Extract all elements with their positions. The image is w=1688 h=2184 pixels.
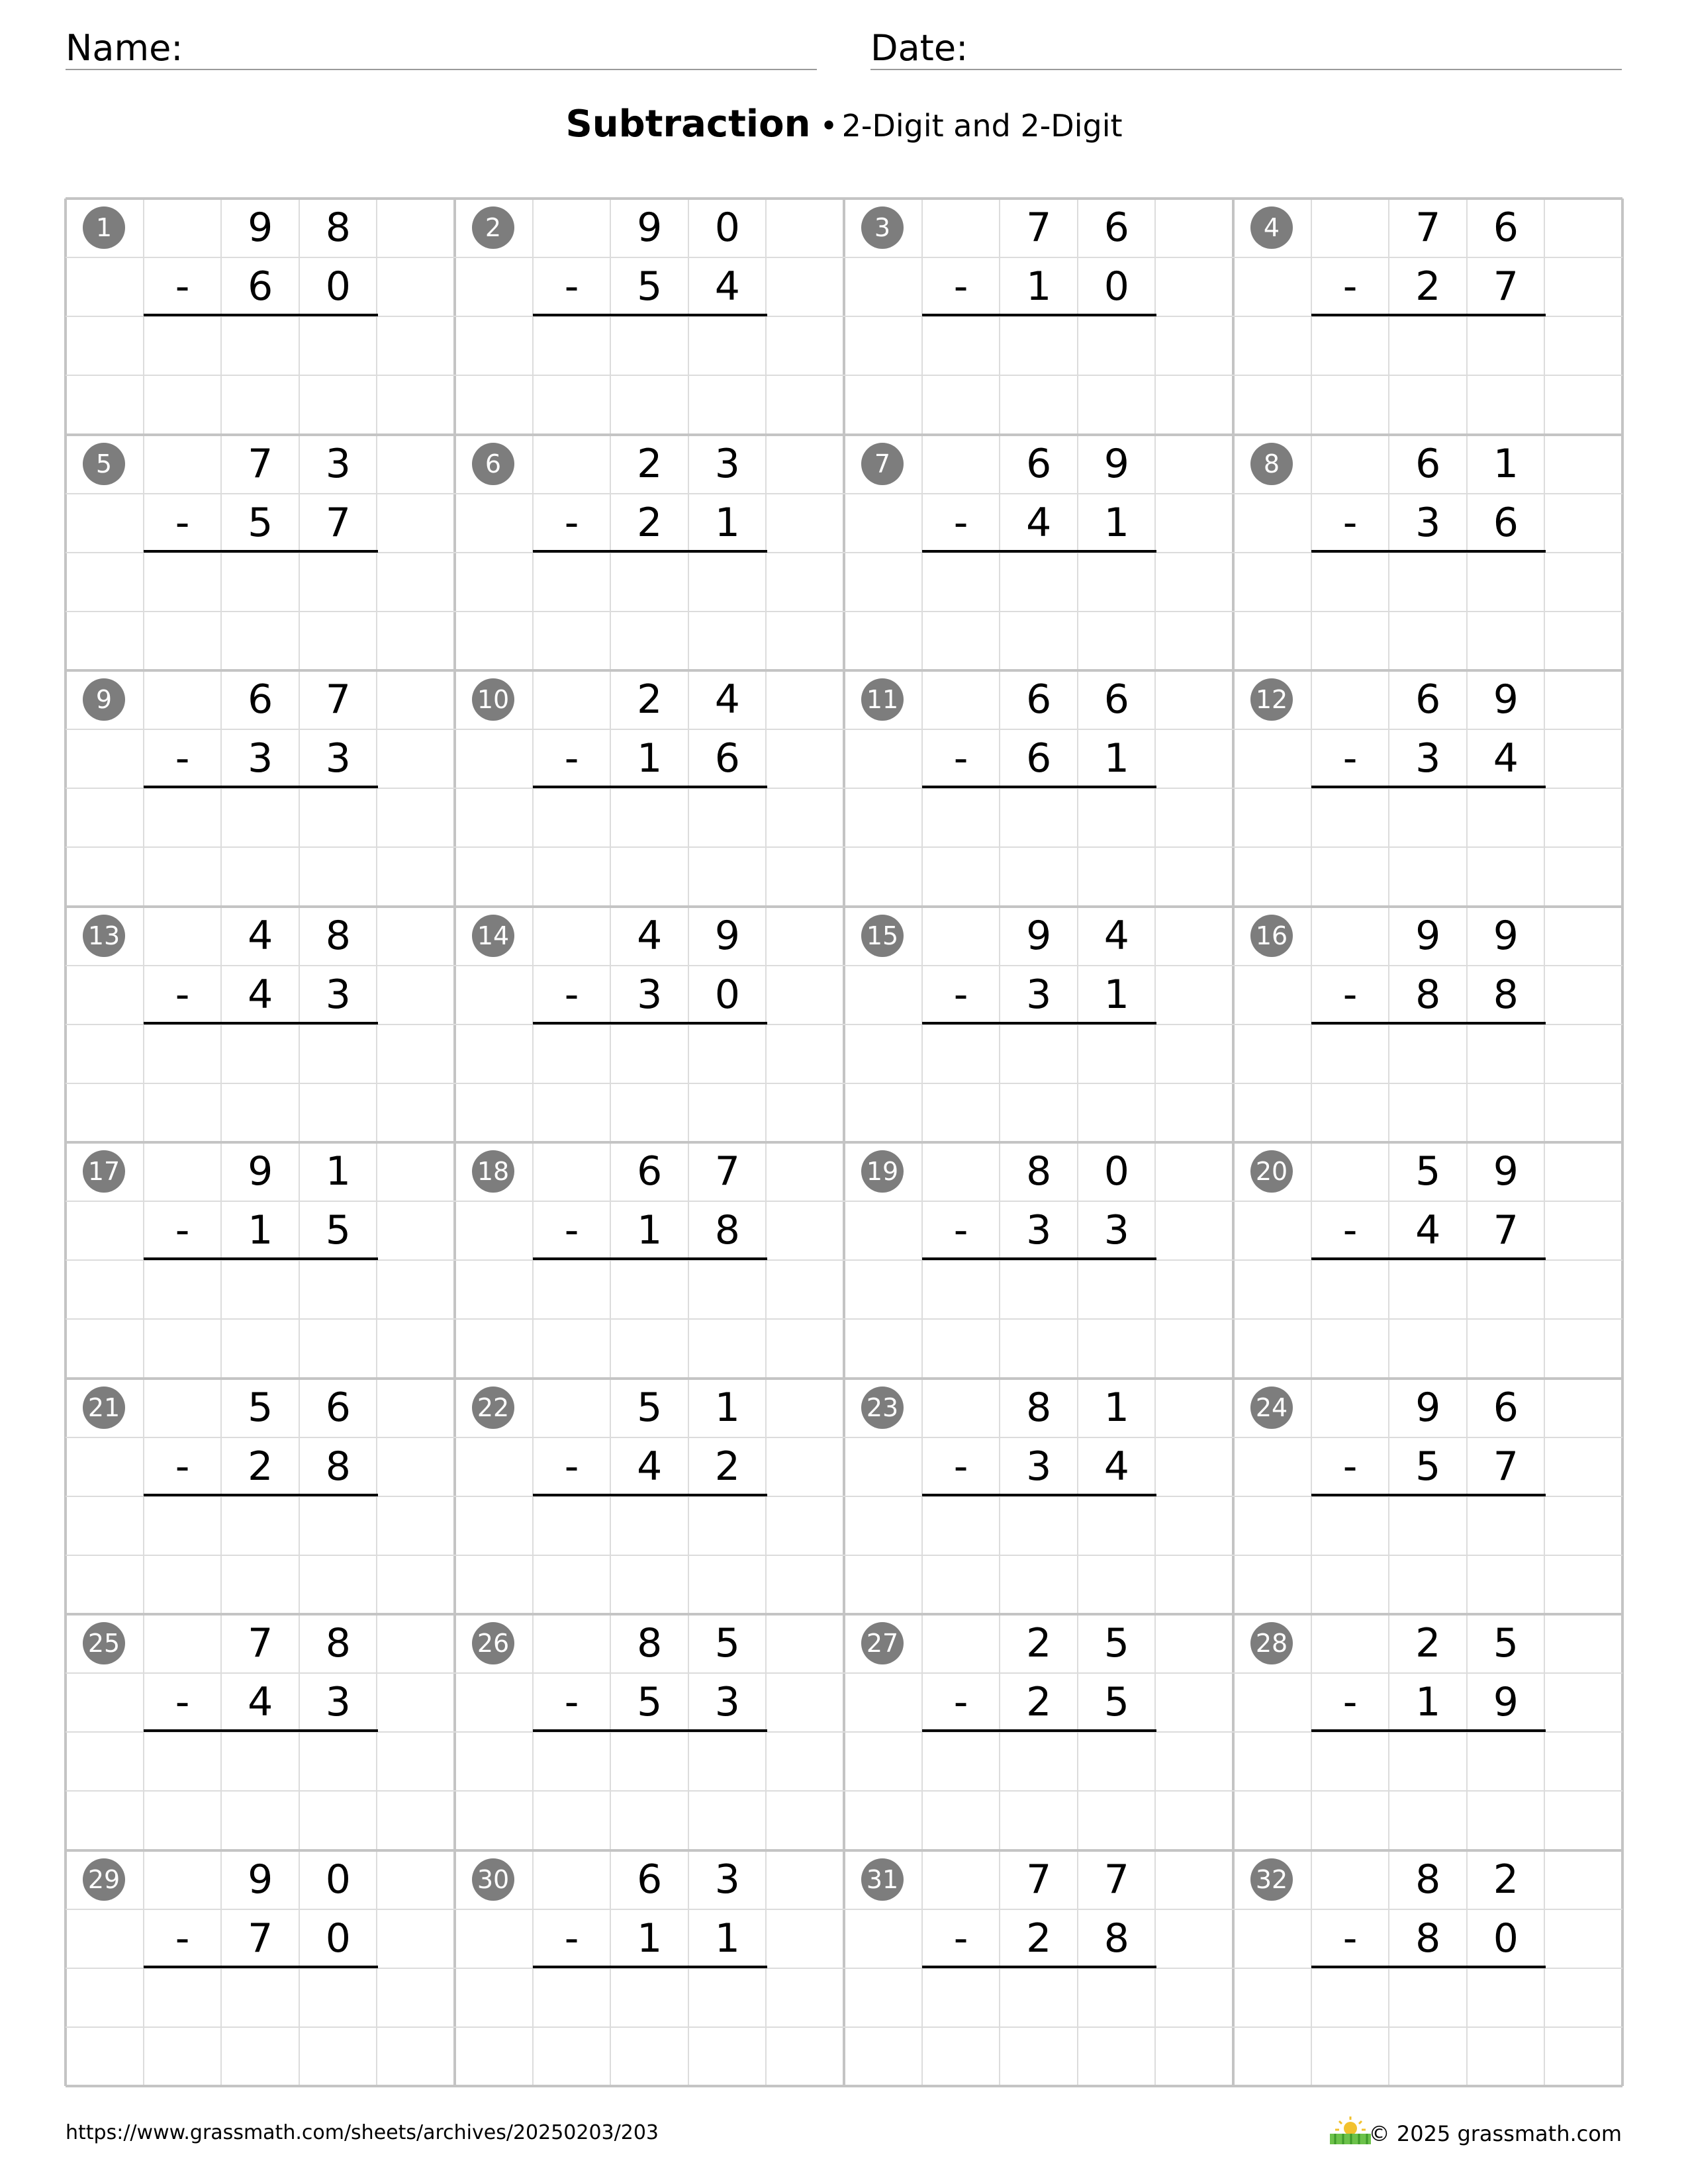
problem bbox=[1233, 670, 1622, 906]
answer-area[interactable] bbox=[922, 1260, 1156, 1319]
problem bbox=[455, 1850, 844, 2086]
problem-number-badge: 8 bbox=[1250, 443, 1293, 485]
subtrahend-tens-digit: 2 bbox=[1026, 1679, 1052, 1726]
answer-area[interactable] bbox=[144, 1732, 377, 1791]
problem-number-badge: 29 bbox=[83, 1858, 125, 1901]
minus-sign: - bbox=[564, 971, 579, 1018]
problem bbox=[66, 1379, 455, 1614]
minuend-ones-digit: 7 bbox=[325, 676, 351, 723]
subtrahend-tens-digit: 6 bbox=[248, 263, 273, 310]
minuend-tens-digit: 6 bbox=[248, 676, 273, 723]
problem-number-badge: 15 bbox=[861, 915, 904, 957]
minuend-tens-digit: 8 bbox=[1026, 1384, 1052, 1431]
minuend-tens-digit: 9 bbox=[248, 1856, 273, 1903]
minuend-ones-digit: 3 bbox=[325, 440, 351, 487]
minuend-ones-digit: 6 bbox=[1493, 1384, 1519, 1431]
problem bbox=[1233, 1379, 1622, 1614]
minus-sign: - bbox=[1342, 499, 1358, 546]
minuend-ones-digit: 8 bbox=[325, 205, 351, 251]
subtrahend-tens-digit: 5 bbox=[637, 263, 663, 310]
answer-area[interactable] bbox=[1311, 1732, 1545, 1791]
minuend-tens-digit: 6 bbox=[637, 1856, 663, 1903]
subtrahend-ones-digit: 4 bbox=[714, 263, 740, 310]
date-field[interactable] bbox=[870, 26, 1622, 70]
answer-area[interactable] bbox=[533, 1732, 767, 1791]
problem bbox=[66, 1614, 455, 1850]
subtrahend-ones-digit: 1 bbox=[1103, 499, 1129, 546]
minuend-ones-digit: 9 bbox=[1493, 912, 1519, 959]
problem-number-badge: 1 bbox=[83, 206, 125, 249]
minuend-tens-digit: 9 bbox=[248, 1148, 273, 1195]
subtrahend-tens-digit: 2 bbox=[248, 1443, 273, 1490]
problem bbox=[66, 199, 455, 434]
minuend-ones-digit: 1 bbox=[714, 1384, 740, 1431]
problem-number-badge: 16 bbox=[1250, 915, 1293, 957]
minuend-tens-digit: 2 bbox=[637, 440, 663, 487]
problem bbox=[844, 1142, 1233, 1378]
title-main: Subtraction bbox=[565, 103, 811, 146]
subtrahend-ones-digit: 7 bbox=[1493, 1207, 1519, 1254]
problem-number-badge: 2 bbox=[472, 206, 514, 249]
title-separator: • bbox=[820, 108, 838, 144]
answer-area[interactable] bbox=[144, 1260, 377, 1319]
minuend-ones-digit: 7 bbox=[1103, 1856, 1129, 1903]
minus-sign: - bbox=[953, 971, 968, 1018]
subtrahend-tens-digit: 5 bbox=[248, 499, 273, 546]
subtrahend-ones-digit: 0 bbox=[325, 1915, 351, 1962]
minuend-ones-digit: 3 bbox=[714, 440, 740, 487]
minuend-tens-digit: 2 bbox=[637, 676, 663, 723]
problem bbox=[66, 1850, 455, 2086]
problem-number-badge: 32 bbox=[1250, 1858, 1293, 1901]
answer-area[interactable] bbox=[533, 316, 767, 375]
subtrahend-ones-digit: 3 bbox=[714, 1679, 740, 1726]
subtrahend-tens-digit: 8 bbox=[1415, 1915, 1441, 1962]
subtrahend-ones-digit: 0 bbox=[1103, 263, 1129, 310]
answer-area[interactable] bbox=[144, 553, 377, 612]
subtrahend-ones-digit: 8 bbox=[1103, 1915, 1129, 1962]
title-subtitle: 2-Digit and 2-Digit bbox=[841, 108, 1123, 144]
minuend-ones-digit: 9 bbox=[1493, 676, 1519, 723]
minus-sign: - bbox=[564, 1679, 579, 1726]
subtrahend-ones-digit: 3 bbox=[325, 1679, 351, 1726]
problem-number-badge: 18 bbox=[472, 1150, 514, 1193]
subtrahend-ones-digit: 4 bbox=[1493, 735, 1519, 782]
minuend-tens-digit: 6 bbox=[1026, 676, 1052, 723]
minuend-ones-digit: 8 bbox=[325, 1620, 351, 1666]
minus-sign: - bbox=[953, 735, 968, 782]
subtrahend-ones-digit: 7 bbox=[325, 499, 351, 546]
problem-number-badge: 20 bbox=[1250, 1150, 1293, 1193]
minuend-ones-digit: 0 bbox=[1103, 1148, 1129, 1195]
name-label: Name: bbox=[66, 27, 183, 69]
problem bbox=[844, 907, 1233, 1142]
subtrahend-ones-digit: 8 bbox=[714, 1207, 740, 1254]
minuend-ones-digit: 6 bbox=[1103, 676, 1129, 723]
problem-number-badge: 22 bbox=[472, 1387, 514, 1429]
answer-area[interactable] bbox=[922, 1968, 1156, 2027]
minus-sign: - bbox=[564, 1443, 579, 1490]
subtrahend-tens-digit: 1 bbox=[637, 1207, 663, 1254]
subtrahend-ones-digit: 4 bbox=[1103, 1443, 1129, 1490]
subtrahend-ones-digit: 6 bbox=[1493, 499, 1519, 546]
problem bbox=[66, 435, 455, 670]
problem-number-badge: 13 bbox=[83, 915, 125, 957]
subtrahend-ones-digit: 3 bbox=[1103, 1207, 1129, 1254]
minus-sign: - bbox=[953, 1443, 968, 1490]
subtrahend-tens-digit: 2 bbox=[637, 499, 663, 546]
problem bbox=[844, 1379, 1233, 1614]
subtrahend-ones-digit: 1 bbox=[1103, 735, 1129, 782]
subtrahend-ones-digit: 3 bbox=[325, 735, 351, 782]
minus-sign: - bbox=[953, 263, 968, 310]
subtrahend-tens-digit: 1 bbox=[1026, 263, 1052, 310]
subtrahend-ones-digit: 0 bbox=[714, 971, 740, 1018]
minuend-tens-digit: 2 bbox=[1415, 1620, 1441, 1666]
answer-area[interactable] bbox=[1311, 316, 1545, 375]
answer-area[interactable] bbox=[922, 316, 1156, 375]
minuend-tens-digit: 6 bbox=[1415, 440, 1441, 487]
minuend-tens-digit: 7 bbox=[1415, 205, 1441, 251]
subtrahend-ones-digit: 8 bbox=[1493, 971, 1519, 1018]
problem bbox=[455, 907, 844, 1142]
minuend-ones-digit: 2 bbox=[1493, 1856, 1519, 1903]
answer-area[interactable] bbox=[922, 553, 1156, 612]
problem bbox=[1233, 435, 1622, 670]
minus-sign: - bbox=[175, 263, 190, 310]
minus-sign: - bbox=[175, 1679, 190, 1726]
problem-number-badge: 10 bbox=[472, 678, 514, 721]
answer-area[interactable] bbox=[922, 1024, 1156, 1083]
problem bbox=[455, 1614, 844, 1850]
problem-number-badge: 4 bbox=[1250, 206, 1293, 249]
minuend-ones-digit: 9 bbox=[1493, 1148, 1519, 1195]
answer-area[interactable] bbox=[144, 1496, 377, 1555]
minuend-tens-digit: 7 bbox=[1026, 205, 1052, 251]
minuend-ones-digit: 6 bbox=[1493, 205, 1519, 251]
problem-number-badge: 14 bbox=[472, 915, 514, 957]
problem-number-badge: 27 bbox=[861, 1622, 904, 1664]
answer-area[interactable] bbox=[533, 788, 767, 847]
subtrahend-tens-digit: 5 bbox=[637, 1679, 663, 1726]
name-field[interactable] bbox=[66, 26, 817, 70]
subtrahend-tens-digit: 3 bbox=[637, 971, 663, 1018]
subtrahend-tens-digit: 1 bbox=[1415, 1679, 1441, 1726]
subtrahend-ones-digit: 7 bbox=[1493, 1443, 1519, 1490]
answer-area[interactable] bbox=[533, 1968, 767, 2027]
minuend-tens-digit: 4 bbox=[248, 912, 273, 959]
minuend-tens-digit: 9 bbox=[1415, 1384, 1441, 1431]
problem bbox=[455, 670, 844, 906]
subtrahend-tens-digit: 2 bbox=[1415, 263, 1441, 310]
problem-number-badge: 7 bbox=[861, 443, 904, 485]
problem bbox=[1233, 199, 1622, 434]
problem bbox=[455, 435, 844, 670]
minus-sign: - bbox=[1342, 735, 1358, 782]
minuend-ones-digit: 0 bbox=[325, 1856, 351, 1903]
subtrahend-ones-digit: 3 bbox=[325, 971, 351, 1018]
minus-sign: - bbox=[175, 971, 190, 1018]
subtrahend-tens-digit: 1 bbox=[637, 1915, 663, 1962]
subtrahend-tens-digit: 4 bbox=[248, 1679, 273, 1726]
subtrahend-tens-digit: 3 bbox=[1026, 1443, 1052, 1490]
minus-sign: - bbox=[564, 1207, 579, 1254]
problem bbox=[844, 1850, 1233, 2086]
minus-sign: - bbox=[564, 263, 579, 310]
minus-sign: - bbox=[175, 735, 190, 782]
minuend-tens-digit: 8 bbox=[1026, 1148, 1052, 1195]
minuend-ones-digit: 1 bbox=[1493, 440, 1519, 487]
problem bbox=[844, 1614, 1233, 1850]
subtrahend-ones-digit: 1 bbox=[714, 1915, 740, 1962]
answer-area[interactable] bbox=[1311, 1024, 1545, 1083]
problem-number-badge: 23 bbox=[861, 1387, 904, 1429]
problem bbox=[66, 670, 455, 906]
subtrahend-tens-digit: 1 bbox=[248, 1207, 273, 1254]
problem-number-badge: 28 bbox=[1250, 1622, 1293, 1664]
subtrahend-ones-digit: 5 bbox=[1103, 1679, 1129, 1726]
subtrahend-ones-digit: 9 bbox=[1493, 1679, 1519, 1726]
problem-number-badge: 24 bbox=[1250, 1387, 1293, 1429]
minuend-tens-digit: 9 bbox=[1415, 912, 1441, 959]
problem-number-badge: 21 bbox=[83, 1387, 125, 1429]
problem bbox=[66, 907, 455, 1142]
subtrahend-tens-digit: 3 bbox=[1026, 971, 1052, 1018]
minuend-ones-digit: 9 bbox=[1103, 440, 1129, 487]
footer-copyright: © 2025 grassmath.com bbox=[1368, 2121, 1622, 2146]
problem-number-badge: 12 bbox=[1250, 678, 1293, 721]
minus-sign: - bbox=[1342, 1207, 1358, 1254]
answer-area[interactable] bbox=[922, 788, 1156, 847]
subtrahend-tens-digit: 7 bbox=[248, 1915, 273, 1962]
subtrahend-tens-digit: 3 bbox=[1415, 735, 1441, 782]
problem-number-badge: 5 bbox=[83, 443, 125, 485]
minus-sign: - bbox=[953, 1915, 968, 1962]
problem bbox=[1233, 1614, 1622, 1850]
minuend-tens-digit: 4 bbox=[637, 912, 663, 959]
problem-number-badge: 3 bbox=[861, 206, 904, 249]
answer-area[interactable] bbox=[1311, 788, 1545, 847]
subtrahend-tens-digit: 5 bbox=[1415, 1443, 1441, 1490]
minus-sign: - bbox=[1342, 1679, 1358, 1726]
answer-area[interactable] bbox=[533, 1260, 767, 1319]
problem bbox=[1233, 1142, 1622, 1378]
minus-sign: - bbox=[564, 1915, 579, 1962]
subtrahend-tens-digit: 1 bbox=[637, 735, 663, 782]
footer-url: https://www.grassmath.com/sheets/archives/20250203/203 bbox=[66, 2121, 659, 2144]
problem bbox=[66, 1142, 455, 1378]
answer-area[interactable] bbox=[533, 1024, 767, 1083]
minuend-ones-digit: 7 bbox=[714, 1148, 740, 1195]
minuend-ones-digit: 1 bbox=[1103, 1384, 1129, 1431]
subtrahend-ones-digit: 0 bbox=[325, 263, 351, 310]
problem bbox=[1233, 907, 1622, 1142]
minus-sign: - bbox=[1342, 1915, 1358, 1962]
minuend-ones-digit: 6 bbox=[325, 1384, 351, 1431]
minuend-tens-digit: 5 bbox=[1415, 1148, 1441, 1195]
minus-sign: - bbox=[1342, 1443, 1358, 1490]
problem-number-badge: 31 bbox=[861, 1858, 904, 1901]
subtrahend-tens-digit: 3 bbox=[1026, 1207, 1052, 1254]
minus-sign: - bbox=[953, 499, 968, 546]
problem-number-badge: 11 bbox=[861, 678, 904, 721]
minus-sign: - bbox=[175, 499, 190, 546]
minus-sign: - bbox=[953, 1207, 968, 1254]
minuend-ones-digit: 0 bbox=[714, 205, 740, 251]
minuend-ones-digit: 5 bbox=[714, 1620, 740, 1666]
subtrahend-tens-digit: 4 bbox=[248, 971, 273, 1018]
minuend-tens-digit: 6 bbox=[1415, 676, 1441, 723]
problem bbox=[844, 435, 1233, 670]
minuend-ones-digit: 1 bbox=[325, 1148, 351, 1195]
problem-number-badge: 25 bbox=[83, 1622, 125, 1664]
subtrahend-tens-digit: 4 bbox=[1415, 1207, 1441, 1254]
minuend-ones-digit: 5 bbox=[1493, 1620, 1519, 1666]
minuend-ones-digit: 4 bbox=[1103, 912, 1129, 959]
answer-area[interactable] bbox=[144, 316, 377, 375]
problem-number-badge: 17 bbox=[83, 1150, 125, 1193]
subtrahend-ones-digit: 0 bbox=[1493, 1915, 1519, 1962]
date-label: Date: bbox=[870, 27, 968, 69]
answer-area[interactable] bbox=[533, 1496, 767, 1555]
subtrahend-tens-digit: 4 bbox=[637, 1443, 663, 1490]
subtrahend-tens-digit: 3 bbox=[248, 735, 273, 782]
subtrahend-ones-digit: 1 bbox=[714, 499, 740, 546]
minuend-tens-digit: 7 bbox=[1026, 1856, 1052, 1903]
minus-sign: - bbox=[1342, 263, 1358, 310]
grass-sun-logo-icon bbox=[1327, 2115, 1374, 2146]
minus-sign: - bbox=[175, 1915, 190, 1962]
minuend-ones-digit: 4 bbox=[714, 676, 740, 723]
problem-number-badge: 9 bbox=[83, 678, 125, 721]
minuend-tens-digit: 9 bbox=[248, 205, 273, 251]
answer-area[interactable] bbox=[144, 788, 377, 847]
answer-area[interactable] bbox=[533, 553, 767, 612]
minuend-tens-digit: 7 bbox=[248, 1620, 273, 1666]
answer-area[interactable] bbox=[144, 1024, 377, 1083]
minuend-ones-digit: 5 bbox=[1103, 1620, 1129, 1666]
answer-area[interactable] bbox=[922, 1496, 1156, 1555]
minuend-tens-digit: 7 bbox=[248, 440, 273, 487]
subtrahend-ones-digit: 7 bbox=[1493, 263, 1519, 310]
subtrahend-tens-digit: 4 bbox=[1026, 499, 1052, 546]
minuend-tens-digit: 6 bbox=[637, 1148, 663, 1195]
minus-sign: - bbox=[175, 1207, 190, 1254]
minuend-tens-digit: 8 bbox=[1415, 1856, 1441, 1903]
problem-grid bbox=[66, 199, 1622, 2086]
minuend-ones-digit: 9 bbox=[714, 912, 740, 959]
minus-sign: - bbox=[564, 499, 579, 546]
minuend-tens-digit: 6 bbox=[1026, 440, 1052, 487]
minus-sign: - bbox=[175, 1443, 190, 1490]
subtrahend-tens-digit: 8 bbox=[1415, 971, 1441, 1018]
subtrahend-ones-digit: 8 bbox=[325, 1443, 351, 1490]
subtrahend-tens-digit: 3 bbox=[1415, 499, 1441, 546]
answer-area[interactable] bbox=[144, 1968, 377, 2027]
minuend-ones-digit: 8 bbox=[325, 912, 351, 959]
problem-number-badge: 30 bbox=[472, 1858, 514, 1901]
problem bbox=[455, 199, 844, 434]
answer-area[interactable] bbox=[1311, 1496, 1545, 1555]
minuend-tens-digit: 5 bbox=[248, 1384, 273, 1431]
minus-sign: - bbox=[953, 1679, 968, 1726]
problem bbox=[844, 199, 1233, 434]
answer-area[interactable] bbox=[1311, 1260, 1545, 1319]
subtrahend-ones-digit: 5 bbox=[325, 1207, 351, 1254]
minus-sign: - bbox=[564, 735, 579, 782]
answer-area[interactable] bbox=[922, 1732, 1156, 1791]
answer-area[interactable] bbox=[1311, 553, 1545, 612]
worksheet-title bbox=[0, 103, 1688, 146]
subtrahend-ones-digit: 6 bbox=[714, 735, 740, 782]
minuend-tens-digit: 2 bbox=[1026, 1620, 1052, 1666]
problem-number-badge: 6 bbox=[472, 443, 514, 485]
problem bbox=[1233, 1850, 1622, 2086]
minuend-tens-digit: 9 bbox=[637, 205, 663, 251]
answer-area[interactable] bbox=[1311, 1968, 1545, 2027]
minuend-tens-digit: 5 bbox=[637, 1384, 663, 1431]
subtrahend-ones-digit: 2 bbox=[714, 1443, 740, 1490]
problem bbox=[844, 670, 1233, 906]
minus-sign: - bbox=[1342, 971, 1358, 1018]
subtrahend-tens-digit: 6 bbox=[1026, 735, 1052, 782]
problem bbox=[455, 1379, 844, 1614]
subtrahend-ones-digit: 1 bbox=[1103, 971, 1129, 1018]
subtrahend-tens-digit: 2 bbox=[1026, 1915, 1052, 1962]
problem-number-badge: 19 bbox=[861, 1150, 904, 1193]
problem bbox=[455, 1142, 844, 1378]
problem-number-badge: 26 bbox=[472, 1622, 514, 1664]
minuend-tens-digit: 8 bbox=[637, 1620, 663, 1666]
minuend-ones-digit: 6 bbox=[1103, 205, 1129, 251]
minuend-ones-digit: 3 bbox=[714, 1856, 740, 1903]
minuend-tens-digit: 9 bbox=[1026, 912, 1052, 959]
